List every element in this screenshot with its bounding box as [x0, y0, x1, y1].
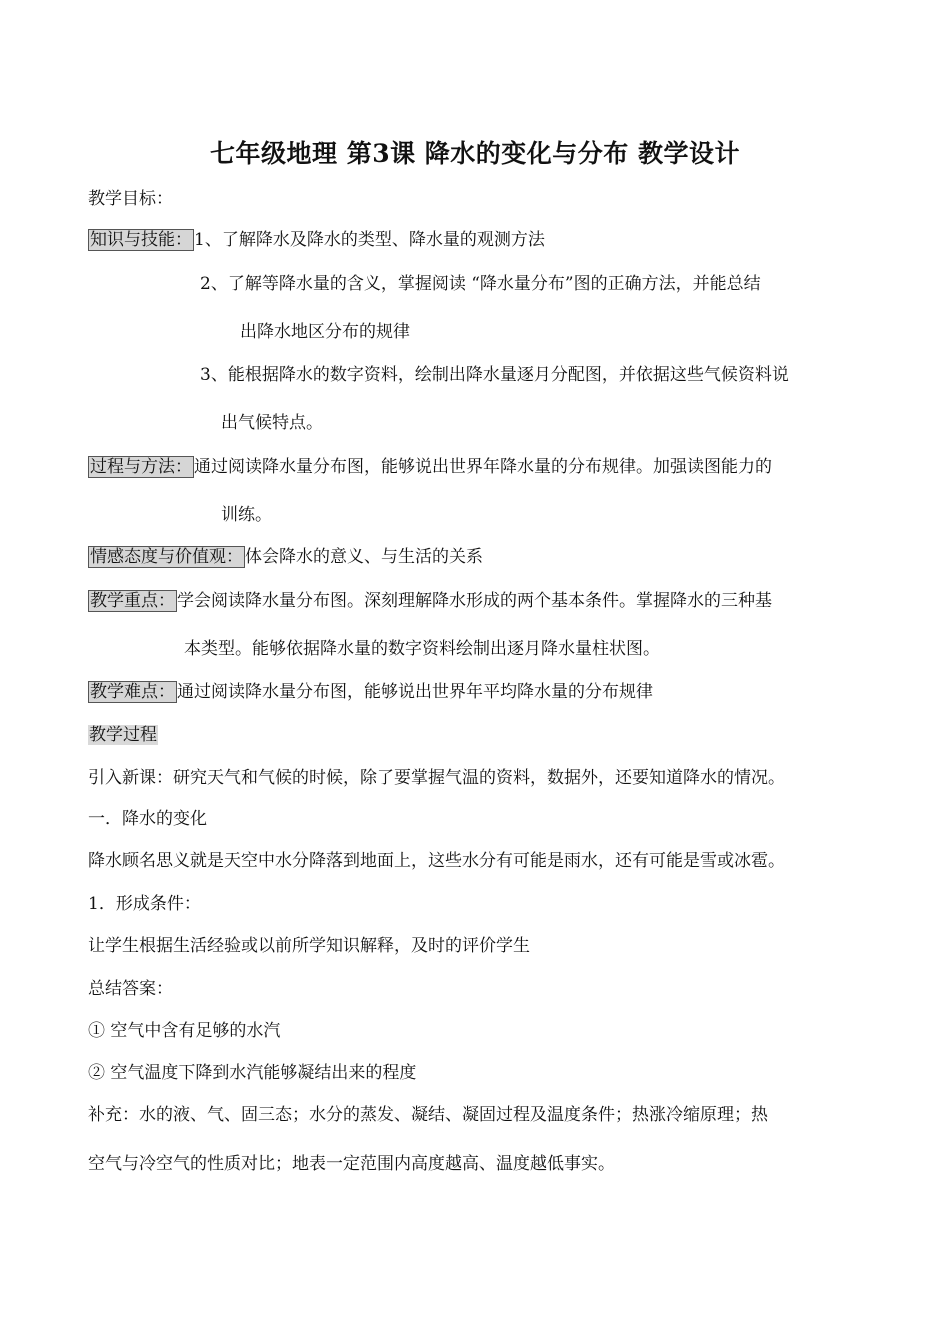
document-title: 七年级地理 第3课 降水的变化与分布 教学设计 — [209, 139, 740, 168]
body-paragraph: 总结答案： — [88, 979, 173, 999]
difficulty-text: 通过阅读降水量分布图，能够说出世界年平均降水量的分布规律 — [177, 682, 653, 702]
list-item: ① 空气中含有足够的水汽 — [88, 1021, 281, 1041]
knowledge-item-3: 3、能根据降水的数字资料，绘制出降水量逐月分配图，并依据这些气候资料说 — [200, 365, 789, 385]
process-label: 过程与方法： — [90, 457, 192, 477]
knowledge-item-1: 1、了解降水及降水的类型、降水量的观测方法 — [194, 230, 545, 250]
key-point-label: 教学重点： — [90, 591, 175, 611]
list-item: ② 空气温度下降到水汽能够凝结出来的程度 — [88, 1063, 417, 1083]
emotion-text: 体会降水的意义、与生活的关系 — [245, 547, 483, 567]
key-point-text: 学会阅读降水量分布图。深刻理解降水形成的两个基本条件。掌握降水的三种基 — [177, 591, 772, 611]
difficulty-label: 教学难点： — [90, 682, 175, 702]
process-heading-line — [88, 724, 158, 746]
body-paragraph: 引入新课：研究天气和气候的时候，除了要掌握气温的资料，数据外，还要知道降水的情况。 — [88, 768, 785, 788]
body-paragraph-cont: 空气与冷空气的性质对比；地表一定范围内高度越高、温度越低事实。 — [88, 1154, 615, 1174]
process-text: 通过阅读降水量分布图，能够说出世界年降水量的分布规律。加强读图能力的 — [194, 457, 772, 477]
process-line — [88, 456, 772, 478]
process-heading: 教学过程 — [89, 725, 157, 745]
emotion-line — [88, 546, 483, 568]
knowledge-item-2-cont: 出降水地区分布的规律 — [240, 322, 410, 342]
section-heading: 一．降水的变化 — [88, 809, 207, 829]
key-point-text-cont: 本类型。能够依据降水量的数字资料绘制出逐月降水量柱状图。 — [184, 639, 660, 659]
knowledge-item-2: 2、了解等降水量的含义，掌握阅读 “降水量分布”图的正确方法，并能总结 — [200, 274, 761, 294]
knowledge-label: 知识与技能： — [90, 230, 192, 250]
knowledge-item-3-cont: 出气候特点。 — [221, 413, 323, 433]
body-paragraph: 降水顾名思义就是天空中水分降落到地面上，这些水分有可能是雨水，还有可能是雪或冰雹。 — [88, 851, 785, 871]
body-paragraph: 补充：水的液、气、固三态；水分的蒸发、凝结、凝固过程及温度条件；热涨冷缩原理；热 — [88, 1105, 768, 1125]
knowledge-line-1 — [88, 229, 545, 251]
difficulty-line — [88, 681, 653, 703]
key-point-line — [88, 590, 772, 612]
process-text-cont: 训练。 — [221, 505, 272, 525]
goals-heading: 教学目标： — [88, 189, 173, 209]
emotion-label: 情感态度与价值观： — [90, 547, 243, 567]
subsection-heading: 1．形成条件： — [88, 894, 201, 914]
body-paragraph: 让学生根据生活经验或以前所学知识解释，及时的评价学生 — [88, 936, 530, 956]
